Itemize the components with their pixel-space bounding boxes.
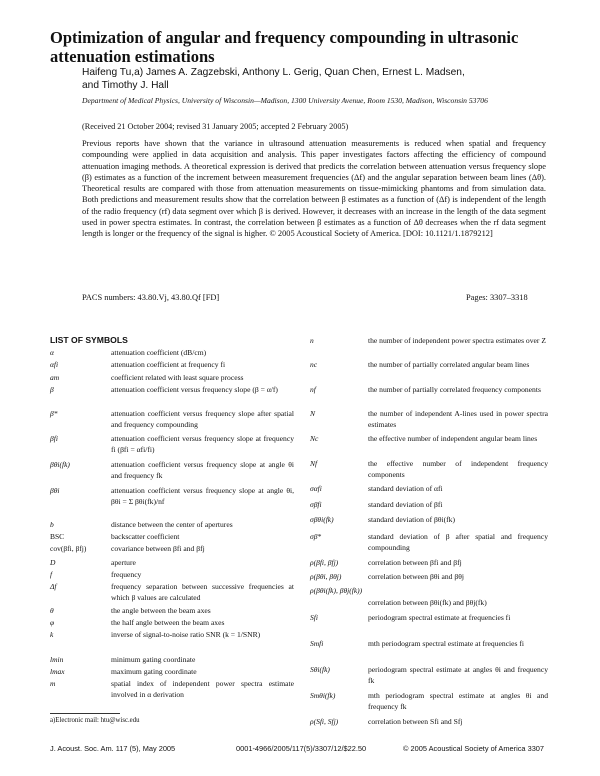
received-dates: (Received 21 October 2004; revised 31 January 2005; accepted 2 February 2005) (82, 122, 349, 131)
symbol-definition: attenuation coefficient versus frequency slope at angle θi and frequency fk (111, 460, 294, 481)
symbol-definition: standard deviation of βfi (368, 500, 443, 509)
symbol-definition: attenuation coefficient versus frequency slope after spatial and frequency compounding (111, 409, 294, 430)
symbol-definition: inverse of signal-to-noise ratio SNR (k = 1/SNR) (111, 630, 261, 639)
symbol: Nf (310, 459, 318, 468)
symbol-definition: backscatter coefficient (111, 532, 180, 541)
symbol: Sfi (310, 613, 318, 622)
symbol: BSC (50, 532, 65, 541)
symbol: lmax (50, 667, 65, 676)
symbol-definition: the number of independent A-lines used in power spectra estimates (368, 409, 548, 430)
symbol: ρ(βθi(fk), βθj(fk)) (310, 586, 363, 595)
symbol-definition: standard deviation of β after spatial and frequency compounding (368, 532, 548, 553)
symbol: σβ* (310, 532, 322, 541)
paper-title: Optimization of angular and frequency compounding in ultrasonic attenuation estimations (50, 28, 519, 66)
symbol: Smθi(fk) (310, 691, 336, 700)
symbol-definition: coefficient related with least square process (111, 373, 244, 382)
pacs-numbers: PACS numbers: 43.80.Vj, 43.80.Qf [FD] (82, 293, 220, 302)
symbol-definition: distance between the center of apertures (111, 520, 233, 529)
symbol-definition: frequency separation between successive frequencies at which β values are calculated (111, 582, 294, 603)
symbol-definition: attenuation coefficient versus frequency slope at frequency fi (βfi = αfi/fi) (111, 434, 294, 455)
authors-line-2: and Timothy J. Hall (82, 79, 169, 91)
page-range: Pages: 3307–3318 (466, 293, 528, 302)
symbol: m (50, 679, 56, 688)
symbol: f (50, 570, 53, 579)
symbol: k (50, 630, 54, 639)
symbol: φ (50, 618, 55, 627)
symbol: Δf (50, 582, 57, 591)
symbol-definition: minimum gating coordinate (111, 655, 196, 664)
symbol-definition: standard deviation of αfi (368, 484, 443, 493)
symbol: αfi (50, 360, 59, 369)
symbol: Smfi (310, 639, 324, 648)
symbol: σβθi(fk) (310, 515, 334, 524)
symbol-definition: standard deviation of βθi(fk) (368, 515, 455, 524)
symbol-definition: attenuation coefficient versus frequency slope at angle θi, βθi = Σ βθi(fk)/nf (111, 486, 294, 507)
symbol: nc (310, 360, 318, 369)
symbol-definition: periodogram spectral estimate at angles θi and frequency fk (368, 665, 548, 686)
symbol-definition: the number of independent power spectra estimates over Z (368, 336, 546, 345)
symbol: Nc (310, 434, 319, 443)
symbol: lmin (50, 655, 64, 664)
symbol-definition: the half angle between the beam axes (111, 618, 225, 627)
symbol-definition: mth periodogram spectral estimate at frequencies fi (368, 639, 525, 648)
symbol: βθi(fk) (50, 460, 70, 469)
affiliation: Department of Medical Physics, University of Wisconsin—Madison, 1300 University Avenue, Room 1530, Madison, Wisconsin 53706 (82, 96, 488, 105)
symbol-definition: the effective number of independent frequency components (368, 459, 548, 480)
symbol: βθi (50, 486, 60, 495)
symbol-definition: correlation between βfi and βfj (368, 558, 462, 567)
symbol: ρ(βfi, βfj) (310, 558, 339, 567)
symbol: N (310, 409, 316, 418)
symbol-definition: mth periodogram spectral estimate at angles θi and frequency fk (368, 691, 548, 712)
symbol-definition: the number of partially correlated angular beam lines (368, 360, 530, 369)
symbol-definition: covariance between βfi and βfj (111, 544, 205, 553)
symbol-definition: frequency (111, 570, 142, 579)
footnote-rule (50, 713, 120, 714)
symbol: nf (310, 385, 316, 394)
symbol: D (50, 558, 56, 567)
symbol-definition: attenuation coefficient versus frequency slope (β = α/f) (111, 385, 278, 394)
symbol: ρ(βθi, βθj) (310, 572, 342, 581)
symbol-definition: correlation between Sfi and Sfj (368, 717, 463, 726)
symbol-definition: attenuation coefficient (dB/cm) (111, 348, 207, 357)
symbol-definition: the angle between the beam axes (111, 606, 211, 615)
symbol: n (310, 336, 314, 345)
symbol: Sθi(fk) (310, 665, 330, 674)
symbol: α (50, 348, 54, 357)
symbol-definition: maximum gating coordinate (111, 667, 197, 676)
symbol-definition: attenuation coefficient at frequency fi (111, 360, 226, 369)
symbol: σβfi (310, 500, 322, 509)
symbol: σαfi (310, 484, 322, 493)
symbol-definition: the number of partially correlated frequency components (368, 385, 541, 394)
issn-code: 0001-4966/2005/117(5)/3307/12/$22.50 (236, 744, 367, 753)
symbol: β (50, 385, 54, 394)
list-of-symbols-heading: LIST OF SYMBOLS (50, 335, 128, 345)
symbol-definition: periodogram spectral estimate at frequencies fi (368, 613, 511, 622)
symbol-definition: aperture (111, 558, 136, 567)
symbol: ρ(Sfi, Sfj) (310, 717, 339, 726)
symbol-definition: spatial index of independent power spectra estimate involved in α derivation (111, 679, 294, 700)
abstract: Previous reports have shown that the variance in ultrasound attenuation measurements is reduced when spatial and frequency compounding were applied in data acquisition and analysis. This paper investigates factors affecting the efficiency of compound attenuation imaging methods. A theoretical expression is derived that predicts the correlation between attenuation versus frequency slope (β) estimates as a function of the increment between measurement frequencies (Δf) and the angular separation between beam lines (Δθ). Theoretical results are compared with those from attenuation measurements on tissue-mimicking phantoms and from simulation data. Both predictions and measurement results show that the correlation between β estimates as a function of (Δf) is independent of the length of the radio frequency (rf) data segment over which β is derived. However, it decreases with an increase in the length of the data segment used in power spectra estimates. In contrast, the correlation between β estimates as a function of Δθ decreases when the rf data segment length is longer or the frequency of the signal is higher. © 2005 Acoustical Society of America. [DOI: 10.1121/1.1879212] (82, 139, 546, 239)
symbol: θ (50, 606, 54, 615)
journal-citation: J. Acoust. Soc. Am. 117 (5), May 2005 (50, 744, 176, 753)
symbol: b (50, 520, 54, 529)
symbol: β* (50, 409, 58, 418)
symbol: βfi (50, 434, 58, 443)
symbol-definition: correlation between βθi(fk) and βθj(fk) (368, 598, 487, 607)
symbol-definition: correlation between βθi and βθj (368, 572, 464, 581)
authors-line-1: Haifeng Tu,a) James A. Zagzebski, Anthony L. Gerig, Quan Chen, Ernest L. Madsen, (82, 67, 465, 78)
symbol-definition: the effective number of independent angular beam lines (368, 434, 538, 443)
authors (82, 67, 552, 92)
copyright-page-number: © 2005 Acoustical Society of America 3307 (403, 744, 545, 753)
symbol: cov(βfi, βfj) (50, 544, 87, 553)
symbol: am (50, 373, 60, 382)
footnote: a)Electronic mail: htu@wisc.edu (50, 717, 140, 724)
